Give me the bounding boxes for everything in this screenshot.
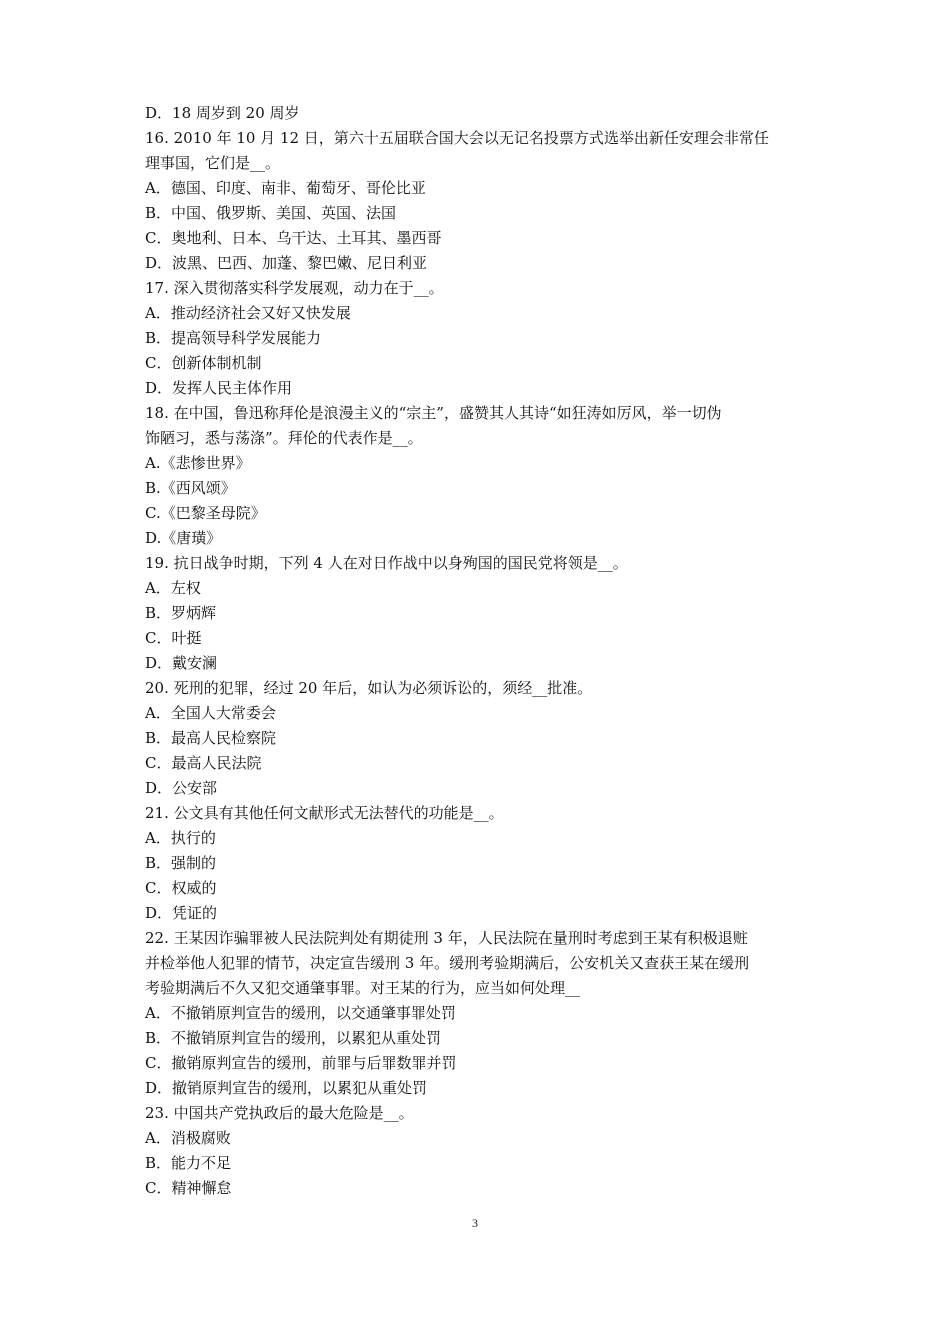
question-18-line-2: 饰陋习，悉与荡涤”。拜伦的代表作是__。 bbox=[145, 429, 423, 447]
option-b: B.《西风颂》 bbox=[145, 479, 236, 497]
option-c: C．权威的 bbox=[145, 879, 217, 897]
option-a: A．消极腐败 bbox=[145, 1129, 231, 1147]
question-22-line-3: 考验期满后不久又犯交通肇事罪。对王某的行为，应当如何处理__ bbox=[145, 979, 581, 997]
option-a: A．全国人大常委会 bbox=[145, 704, 276, 722]
option-b: B．提高领导科学发展能力 bbox=[145, 329, 322, 347]
option-d: D．凭证的 bbox=[145, 904, 218, 922]
option-b: B．中国、俄罗斯、美国、英国、法国 bbox=[145, 204, 397, 222]
question-22-line-1: 22. 王某因诈骗罪被人民法院判处有期徒刑 3 年，人民法院在量刑时考虑到王某有积极退赃 bbox=[145, 929, 748, 947]
option-d: D．撤销原判宣告的缓刑，以累犯从重处罚 bbox=[145, 1079, 428, 1097]
option-b: B．最高人民检察院 bbox=[145, 729, 277, 747]
option-c: C．精神懈怠 bbox=[145, 1179, 232, 1197]
question-16-line-1: 16. 2010 年 10 月 12 日，第六十五届联合国大会以无记名投票方式选举出新任安理会非常任 bbox=[145, 129, 769, 147]
option-d: D.《唐璜》 bbox=[145, 529, 222, 547]
option-b: B．强制的 bbox=[145, 854, 217, 872]
option-c: C．奥地利、日本、乌干达、土耳其、墨西哥 bbox=[145, 229, 442, 247]
option-c: C．撤销原判宣告的缓刑，前罪与后罪数罪并罚 bbox=[145, 1054, 457, 1072]
question-17: 17. 深入贯彻落实科学发展观，动力在于__。 bbox=[145, 279, 444, 297]
question-23: 23. 中国共产党执政后的最大危险是__。 bbox=[145, 1104, 414, 1122]
question-21: 21. 公文具有其他任何文献形式无法替代的功能是__。 bbox=[145, 804, 504, 822]
page-content bbox=[145, 101, 815, 1201]
option-b: B．不撤销原判宣告的缓刑，以累犯从重处罚 bbox=[145, 1029, 442, 1047]
option-a: A．不撤销原判宣告的缓刑，以交通肇事罪处罚 bbox=[145, 1004, 456, 1022]
text-line: D．18 周岁到 20 周岁 bbox=[145, 104, 300, 122]
option-c: C．最高人民法院 bbox=[145, 754, 262, 772]
option-d: D．波黑、巴西、加蓬、黎巴嫩、尼日利亚 bbox=[145, 254, 428, 272]
option-c: C.《巴黎圣母院》 bbox=[145, 504, 266, 522]
page-number: 3 bbox=[472, 1216, 478, 1230]
option-d: D．公安部 bbox=[145, 779, 218, 797]
option-a: A．执行的 bbox=[145, 829, 216, 847]
option-c: C．创新体制机制 bbox=[145, 354, 262, 372]
option-a: A．左权 bbox=[145, 579, 201, 597]
option-d: D．戴安澜 bbox=[145, 654, 218, 672]
option-a: A.《悲惨世界》 bbox=[145, 454, 251, 472]
option-a: A．德国、印度、南非、葡萄牙、哥伦比亚 bbox=[145, 179, 426, 197]
question-19: 19. 抗日战争时期，下列 4 人在对日作战中以身殉国的国民党将领是__。 bbox=[145, 554, 628, 572]
option-b: B．能力不足 bbox=[145, 1154, 232, 1172]
question-22-line-2: 并检举他人犯罪的情节，决定宣告缓刑 3 年。缓刑考验期满后，公安机关又查获王某在缓刑 bbox=[145, 954, 750, 972]
option-d: D．发挥人民主体作用 bbox=[145, 379, 293, 397]
question-20: 20. 死刑的犯罪，经过 20 年后，如认为必须诉讼的，须经__批准。 bbox=[145, 679, 593, 697]
question-16-line-2: 理事国，它们是__。 bbox=[145, 154, 281, 172]
option-a: A．推动经济社会又好又快发展 bbox=[145, 304, 351, 322]
question-18-line-1: 18. 在中国，鲁迅称拜伦是浪漫主义的“宗主”，盛赞其人其诗“如狂涛如厉风，举一切伪 bbox=[145, 404, 722, 422]
option-c: C．叶挺 bbox=[145, 629, 202, 647]
option-b: B．罗炳辉 bbox=[145, 604, 217, 622]
